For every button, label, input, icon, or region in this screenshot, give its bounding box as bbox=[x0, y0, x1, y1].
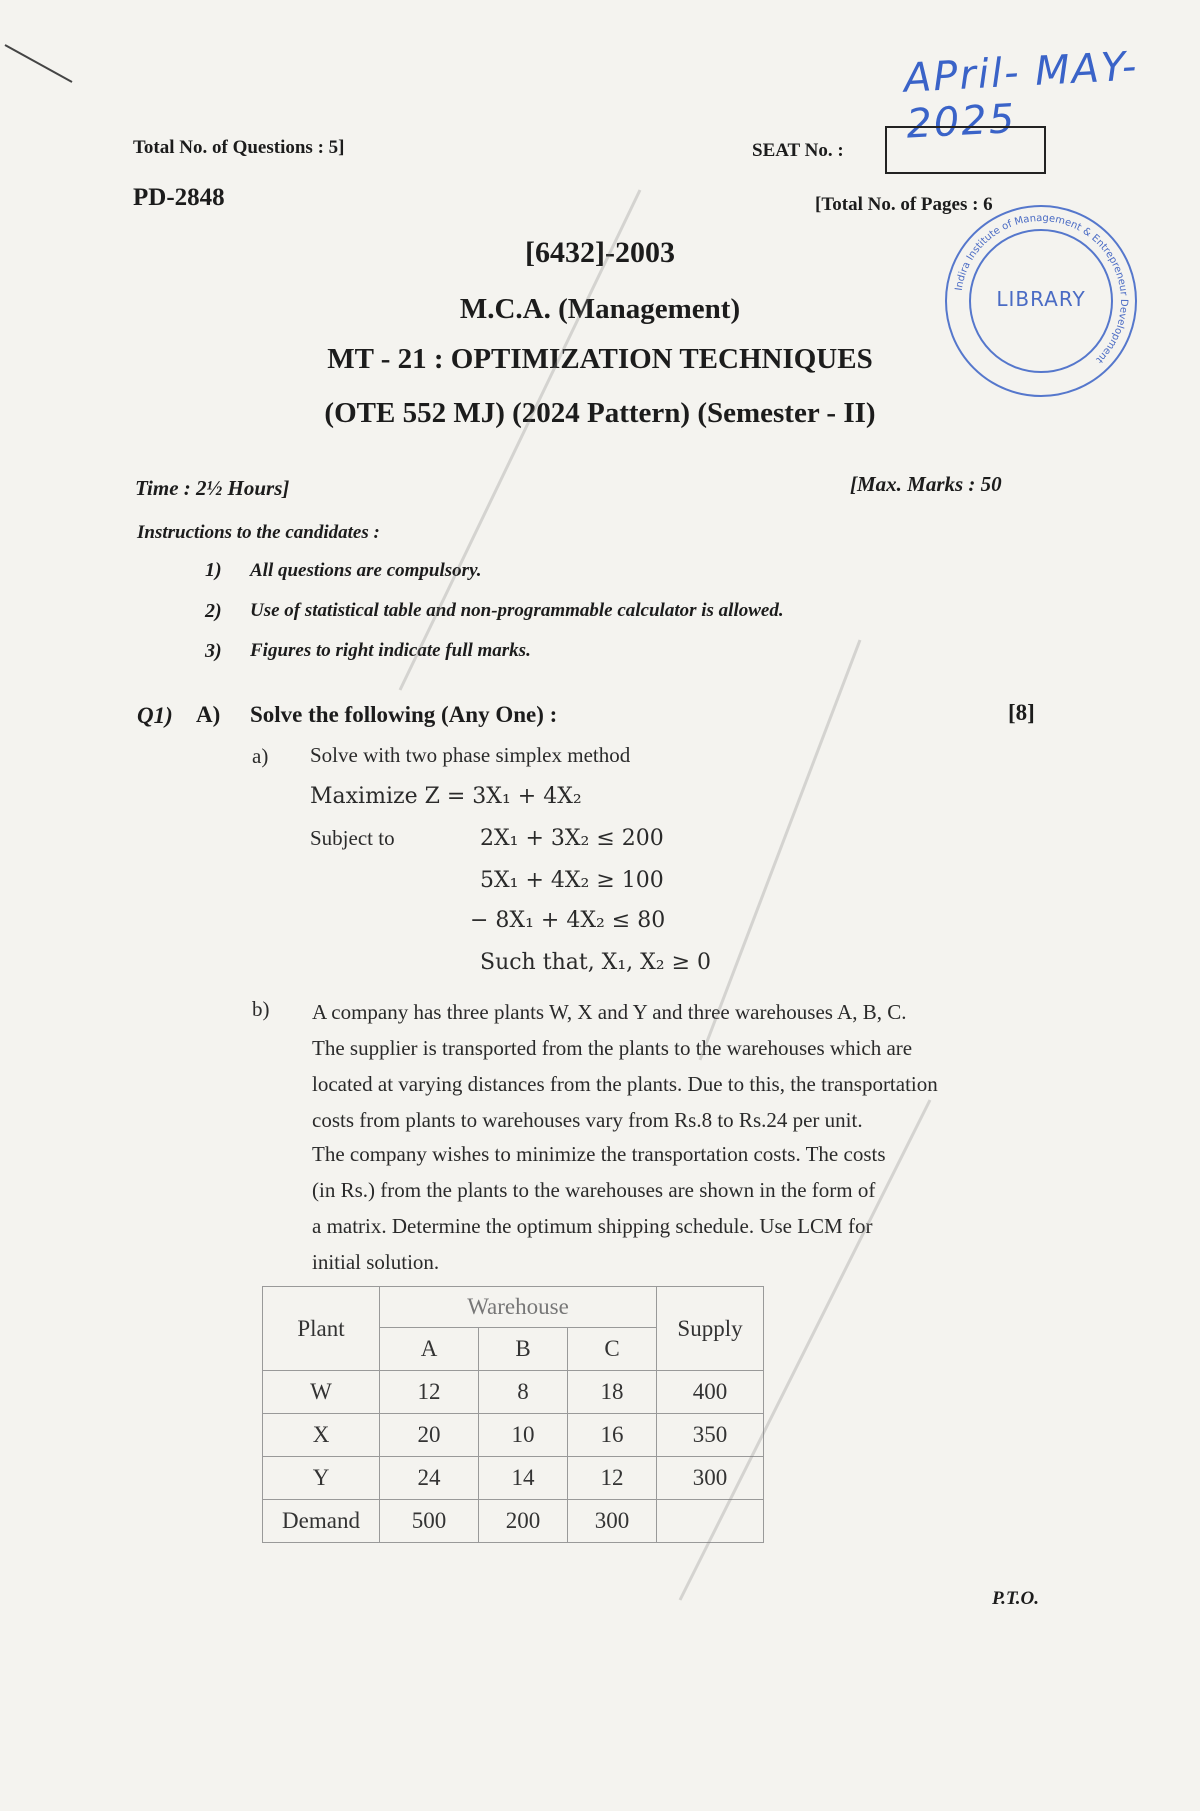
table-cell: 500 bbox=[380, 1500, 479, 1543]
stamp-label: LIBRARY bbox=[996, 287, 1086, 311]
instruction-number: 3) bbox=[205, 640, 222, 662]
table-cell: 10 bbox=[479, 1414, 568, 1457]
seat-no-label: SEAT No. : bbox=[752, 140, 844, 161]
table-cell: 16 bbox=[568, 1414, 657, 1457]
max-marks: [Max. Marks : 50 bbox=[850, 472, 1002, 496]
paragraph-line: The supplier is transported from the plants to the warehouses which are bbox=[312, 1036, 913, 1060]
table-cell: Demand bbox=[263, 1500, 380, 1543]
option-a-intro: Solve with two phase simplex method bbox=[310, 743, 631, 767]
instructions-heading: Instructions to the candidates : bbox=[137, 522, 380, 543]
table-header-cell: Plant bbox=[263, 1287, 380, 1371]
question-part: A) bbox=[196, 702, 221, 727]
table-header-cell: B bbox=[479, 1328, 568, 1371]
paragraph-line: located at varying distances from the plants. Due to this, the transportation bbox=[312, 1072, 938, 1096]
total-questions: Total No. of Questions : 5] bbox=[133, 137, 345, 158]
instruction-number: 1) bbox=[205, 559, 222, 581]
handwritten-date: APril- MAY-2025 bbox=[902, 43, 1140, 148]
constraint: − 8X₁ + 4X₂ ≤ 80 bbox=[470, 908, 666, 933]
paper-number: [6432]-2003 bbox=[525, 236, 675, 269]
instruction-text: Figures to right indicate full marks. bbox=[250, 640, 531, 661]
table-cell: 12 bbox=[380, 1371, 479, 1414]
instruction-number: 2) bbox=[205, 600, 222, 622]
paragraph-line: costs from plants to warehouses vary from Rs.8 to Rs.24 per unit. bbox=[312, 1108, 863, 1132]
table-cell: 14 bbox=[479, 1457, 568, 1500]
total-pages: [Total No. of Pages : 6 bbox=[815, 194, 993, 215]
paragraph-line: (in Rs.) from the plants to the warehouses are shown in the form of bbox=[312, 1178, 876, 1202]
table-cell: 24 bbox=[380, 1457, 479, 1500]
table-cell: W bbox=[263, 1371, 380, 1414]
paper-code: PD-2848 bbox=[133, 184, 225, 211]
subject-to-label: Subject to bbox=[310, 826, 395, 850]
table-cell: 20 bbox=[380, 1414, 479, 1457]
objective-function: Maximize Z = 3X₁ + 4X₂ bbox=[310, 784, 582, 809]
table-cell: 200 bbox=[479, 1500, 568, 1543]
subject-title: MT - 21 : OPTIMIZATION TECHNIQUES bbox=[327, 343, 873, 375]
table-cell: 400 bbox=[657, 1371, 764, 1414]
constraint: 5X₁ + 4X₂ ≥ 100 bbox=[480, 868, 664, 893]
question-heading: Solve the following (Any One) : bbox=[250, 702, 558, 727]
instruction-text: Use of statistical table and non-programmable calculator is allowed. bbox=[250, 600, 784, 621]
table-cell: 350 bbox=[657, 1414, 764, 1457]
table-cell: 18 bbox=[568, 1371, 657, 1414]
please-turn-over: P.T.O. bbox=[992, 1588, 1039, 1609]
table-cell: 300 bbox=[657, 1457, 764, 1500]
option-label: b) bbox=[252, 997, 270, 1021]
table-cell: 8 bbox=[479, 1371, 568, 1414]
table-header-cell: C bbox=[568, 1328, 657, 1371]
table-cell: 300 bbox=[568, 1500, 657, 1543]
stamp-ring-text: Indira Institute of Management & Entrepreneur Development bbox=[953, 212, 1130, 366]
option-label: a) bbox=[252, 744, 269, 768]
paragraph-line: The company wishes to minimize the transportation costs. The costs bbox=[312, 1142, 886, 1166]
table-cell: X bbox=[263, 1414, 380, 1457]
pattern-title: (OTE 552 MJ) (2024 Pattern) (Semester - II) bbox=[324, 397, 876, 429]
question-number: Q1) bbox=[137, 703, 173, 728]
table-cell: Y bbox=[263, 1457, 380, 1500]
table-header-cell: Supply bbox=[657, 1287, 764, 1371]
paragraph-line: A company has three plants W, X and Y and three warehouses A, B, C. bbox=[312, 1000, 907, 1024]
paragraph-line: a matrix. Determine the optimum shipping schedule. Use LCM for bbox=[312, 1214, 873, 1238]
non-negativity: Such that, X₁, X₂ ≥ 0 bbox=[480, 950, 712, 975]
instruction-text: All questions are compulsory. bbox=[250, 560, 482, 581]
question-marks: [8] bbox=[1008, 700, 1035, 725]
table-header-cell: A bbox=[380, 1328, 479, 1371]
table-group-header: Warehouse bbox=[380, 1287, 657, 1328]
time-allowed: Time : 2½ Hours] bbox=[135, 476, 290, 500]
course-title: M.C.A. (Management) bbox=[459, 293, 741, 325]
constraint: 2X₁ + 3X₂ ≤ 200 bbox=[480, 826, 664, 851]
table-cell: 12 bbox=[568, 1457, 657, 1500]
paragraph-line: initial solution. bbox=[312, 1250, 440, 1274]
